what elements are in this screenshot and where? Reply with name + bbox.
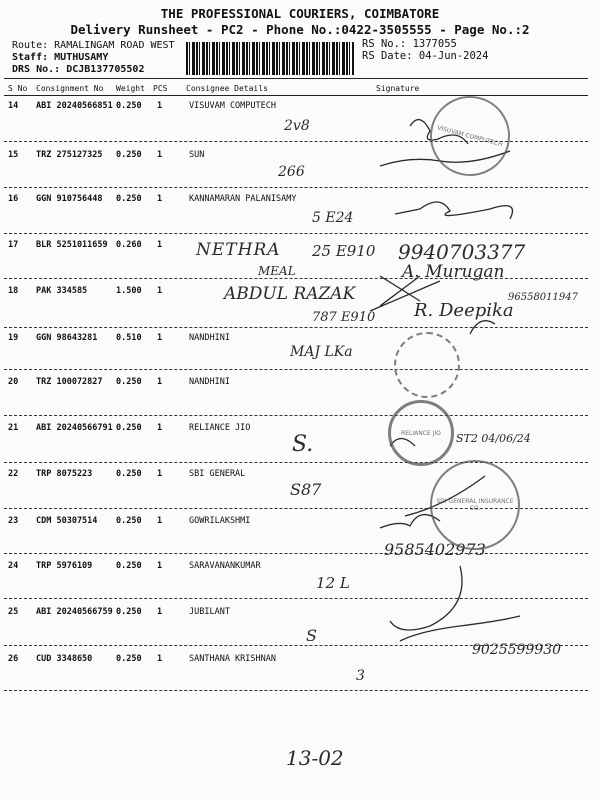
drs-value: DCJB137705502 bbox=[66, 64, 145, 75]
rs-date-value: 04-Jun-2024 bbox=[418, 50, 489, 62]
row-consignee: GOWRILAKSHMI bbox=[189, 516, 251, 526]
row-cno: TRZ 275127325 bbox=[36, 150, 103, 160]
company-stamp: RELIANCE JIO bbox=[388, 400, 454, 466]
handwritten-note: 787 E910 bbox=[312, 310, 376, 325]
row-pcs: 1 bbox=[157, 607, 163, 617]
row-weight: 0.250 bbox=[116, 101, 142, 111]
handwritten-note: MAJ LKa bbox=[290, 344, 353, 360]
col-pcs: PCS bbox=[153, 84, 168, 93]
row-weight: 0.250 bbox=[116, 377, 142, 387]
handwritten-note: NETHRA bbox=[196, 240, 281, 260]
row-sno: 15 bbox=[8, 150, 19, 160]
handwritten-note: 9940703377 bbox=[398, 240, 526, 264]
handwritten-note: R. Deepika bbox=[414, 300, 514, 321]
rs-date-line: RS Date: 04-Jun-2024 bbox=[362, 50, 489, 62]
row-cno: ABI 20240566791 bbox=[36, 423, 113, 433]
rs-no-value: 1377055 bbox=[412, 38, 457, 50]
row-weight: 0.250 bbox=[116, 654, 142, 664]
row-consignee: SARAVANANKUMAR bbox=[189, 561, 261, 571]
handwritten-note: A. Murugan bbox=[402, 262, 505, 282]
handwritten-note: ST2 04/06/24 bbox=[456, 432, 531, 445]
row-weight: 0.250 bbox=[116, 150, 142, 160]
row-consignee: VISUVAM COMPUTECH bbox=[189, 101, 276, 111]
handwritten-note: S. bbox=[292, 432, 314, 457]
row-pcs: 1 bbox=[157, 654, 163, 664]
row-sno: 22 bbox=[8, 469, 19, 479]
handwritten-note: 12 L bbox=[316, 574, 350, 592]
row-cno: ABI 20240566759 bbox=[36, 607, 113, 617]
col-consignee: Consignee Details bbox=[186, 84, 268, 93]
row-sno: 23 bbox=[8, 516, 19, 526]
route-value: RAMALINGAM ROAD WEST bbox=[54, 40, 175, 51]
row-consignee: RELIANCE JIO bbox=[189, 423, 251, 433]
row-cno: ABI 20240566851 bbox=[36, 101, 113, 111]
row-pcs: 1 bbox=[157, 150, 163, 160]
row-weight: 0.250 bbox=[116, 607, 142, 617]
row-consignee: NANDHINI bbox=[189, 333, 230, 343]
row-sno: 14 bbox=[8, 101, 19, 111]
row-pcs: 1 bbox=[157, 516, 163, 526]
row-pcs: 1 bbox=[157, 194, 163, 204]
company-stamp: VISUVAM COMPUTECH bbox=[421, 87, 519, 185]
row-weight: 1.500 bbox=[116, 286, 142, 296]
row-weight: 0.260 bbox=[116, 240, 142, 250]
handwritten-note: MEAL bbox=[258, 264, 296, 278]
handwritten-note: S87 bbox=[290, 480, 322, 499]
row-sno: 24 bbox=[8, 561, 19, 571]
handwritten-note: 5 E24 bbox=[312, 210, 354, 226]
round-stamp bbox=[394, 332, 460, 398]
handwritten-note: ABDUL RAZAK bbox=[224, 284, 356, 304]
staff-value: MUTHUSAMY bbox=[54, 52, 109, 63]
row-weight: 0.250 bbox=[116, 561, 142, 571]
row-cno: GGN 98643281 bbox=[36, 333, 98, 343]
staff-line: Staff: MUTHUSAMY bbox=[12, 52, 109, 63]
row-consignee: KANNAMARAN PALANISAMY bbox=[189, 194, 297, 204]
row-weight: 0.510 bbox=[116, 333, 142, 343]
handwritten-note: 13-02 bbox=[286, 746, 344, 770]
row-consignee: JUBILANT bbox=[189, 607, 230, 617]
row-weight: 0.250 bbox=[116, 423, 142, 433]
row-pcs: 1 bbox=[157, 240, 163, 250]
row-consignee: SBI GENERAL bbox=[189, 469, 246, 479]
row-sno: 17 bbox=[8, 240, 19, 250]
row-cno: TRP 5976109 bbox=[36, 561, 93, 571]
signature-scribbles bbox=[370, 96, 590, 696]
row-sno: 16 bbox=[8, 194, 19, 204]
rs-no-line: RS No.: 1377055 bbox=[362, 38, 457, 50]
row-consignee: SUN bbox=[189, 150, 205, 160]
col-weight: Weight bbox=[116, 84, 145, 93]
row-pcs: 1 bbox=[157, 333, 163, 343]
company-stamp: SDI GENERAL INSURANCE CO. bbox=[430, 460, 520, 550]
row-cno: TRP 8075223 bbox=[36, 469, 93, 479]
barcode bbox=[186, 42, 354, 75]
row-cno: BLR 5251011659 bbox=[36, 240, 108, 250]
row-pcs: 1 bbox=[157, 469, 163, 479]
row-weight: 0.250 bbox=[116, 194, 142, 204]
handwritten-note: 266 bbox=[278, 164, 305, 180]
col-signature: Signature bbox=[376, 84, 420, 93]
row-sno: 18 bbox=[8, 286, 19, 296]
row-pcs: 1 bbox=[157, 423, 163, 433]
row-cno: TRZ 100072827 bbox=[36, 377, 103, 387]
table-top-rule bbox=[4, 78, 588, 79]
row-sno: 20 bbox=[8, 377, 19, 387]
row-pcs: 1 bbox=[157, 101, 163, 111]
handwritten-note: 9585402973 bbox=[384, 540, 486, 559]
handwritten-note: S bbox=[306, 626, 317, 645]
row-weight: 0.250 bbox=[116, 469, 142, 479]
row-consignee: NANDHINI bbox=[189, 377, 230, 387]
row-sno: 19 bbox=[8, 333, 19, 343]
row-pcs: 1 bbox=[157, 561, 163, 571]
runsheet-title: Delivery Runsheet - PC2 - Phone No.:0422-3505555 - Page No.:2 bbox=[70, 22, 530, 37]
row-pcs: 1 bbox=[157, 377, 163, 387]
row-sno: 25 bbox=[8, 607, 19, 617]
col-sno: S No bbox=[8, 84, 28, 93]
row-pcs: 1 bbox=[157, 286, 163, 296]
route-line: Route: RAMALINGAM ROAD WEST bbox=[12, 40, 175, 51]
handwritten-note: 3 bbox=[356, 668, 365, 684]
row-cno: PAK 334585 bbox=[36, 286, 88, 296]
row-cno: GGN 910756448 bbox=[36, 194, 103, 204]
col-consignment: Consignment No bbox=[36, 84, 104, 93]
row-weight: 0.250 bbox=[116, 516, 142, 526]
company-title: THE PROFESSIONAL COURIERS, COIMBATORE bbox=[160, 6, 440, 21]
handwritten-note: 2v8 bbox=[284, 118, 310, 134]
handwritten-note: 9025599930 bbox=[472, 642, 562, 658]
row-consignee: SANTHANA KRISHNAN bbox=[189, 654, 276, 664]
handwritten-note: 96558011947 bbox=[508, 292, 578, 303]
row-cno: CDM 50307514 bbox=[36, 516, 98, 526]
row-sno: 26 bbox=[8, 654, 19, 664]
handwritten-note: 25 E910 bbox=[312, 242, 376, 260]
row-cno: CUD 3348650 bbox=[36, 654, 93, 664]
drs-line: DRS No.: DCJB137705502 bbox=[12, 64, 145, 75]
row-sno: 21 bbox=[8, 423, 19, 433]
